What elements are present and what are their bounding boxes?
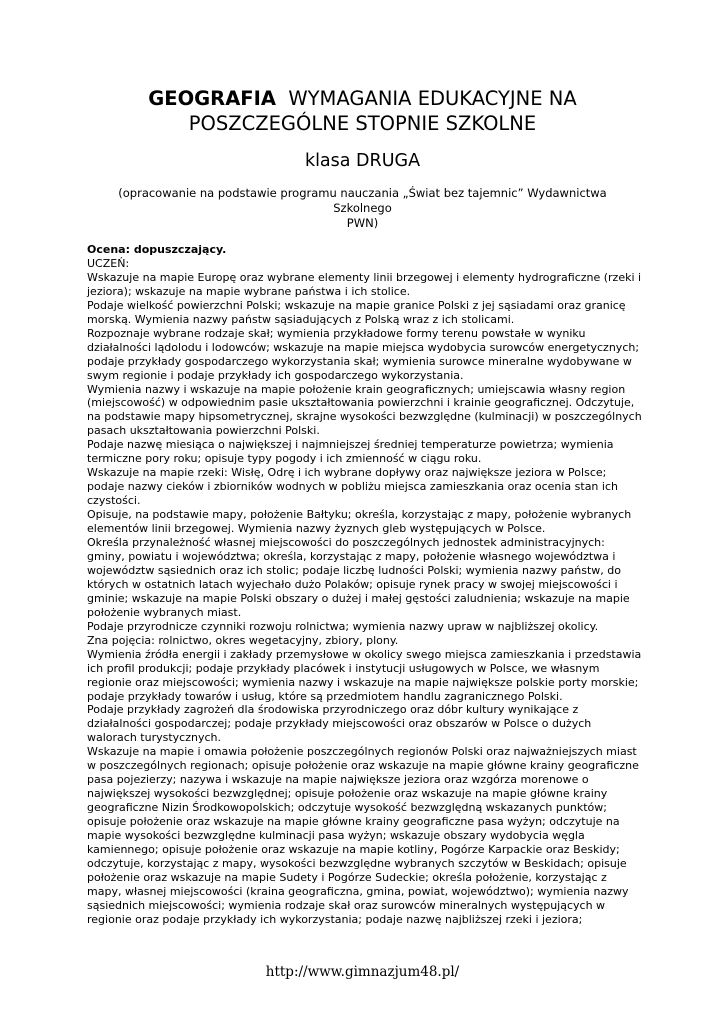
body-line: Podaje wielkość powierzchni Polski; wskazuje na mapie granice Polski z jej sąsiadami oraz granicę bbox=[87, 298, 626, 312]
body-line: podaje nazwy cieków i zbiorników wodnych w pobliżu miejsca zamieszkania oraz ocenia stan ich bbox=[87, 480, 618, 494]
body-line: termiczne pory roku; opisuje typy pogody i ich zmienność w ciągu roku. bbox=[87, 452, 482, 466]
body-line: podaje przykłady gospodarczego wykorzystania skał; wymienia surowce mineralne wydobywane w bbox=[87, 354, 632, 368]
grade-heading: Ocena: dopuszczający. bbox=[87, 243, 227, 256]
body-line: swym regionie i podaje przykłady ich gospodarczego wykorzystania. bbox=[87, 368, 464, 382]
body-line: Określa przynależność własnej miejscowości do poszczególnych jednostek administracyjnych: bbox=[87, 536, 605, 550]
body-line: opisuje położenie oraz wskazuje na mapie główne krainy geograficzne pasa wyżyn; odczytuje na bbox=[87, 815, 620, 829]
body-line: Wymienia źródła energii i zakłady przemysłowe w okolicy swego miejsca zamieszkania i przedstawia bbox=[87, 647, 642, 661]
body-line: ich profil produkcji; podaje przykłady placówek i instytucji usługowych w Polsce, we własnym bbox=[87, 661, 600, 675]
title-line-2: POSZCZEGÓLNE STOPNIE SZKOLNE bbox=[188, 112, 537, 135]
title-subject: GEOGRAFIA bbox=[148, 87, 276, 110]
body-line: mapy, własnej miejscowości (kraina geograficzna, gmina, powiat, województwo); wymienia nazwy bbox=[87, 884, 629, 898]
body-line: pasa pojezierzy; nazywa i wskazuje na mapie największe jeziora oraz wzgórza morenowe o bbox=[87, 773, 589, 787]
body-line: walorach turystycznych. bbox=[87, 731, 221, 745]
body-line: (miejscowość) w odpowiednim pasie ukształtowania powierzchni i krainie geograficznej. Odczytuje, bbox=[87, 396, 635, 410]
body-line: w poszczególnych regionach; opisuje położenie oraz wskazuje na mapie główne krainy geograficzne bbox=[87, 759, 639, 773]
body-line: jeziora); wskazuje na mapie wybrane państwa i ich stolice. bbox=[87, 284, 411, 298]
body-line: mapie wysokości bezwzględne kulminacji pasa wyżyn; wskazuje obszary wydobycia węgla bbox=[87, 829, 585, 843]
body-line: regionie oraz miejscowości; wymienia nazwy i wskazuje na mapie największe polskie porty morskie; bbox=[87, 675, 639, 689]
footer-url[interactable]: http://www.gimnazjum48.pl/ bbox=[265, 964, 460, 980]
source-note-line-1: (opracowanie na podstawie programu nauczania „Świat bez tajemnic” Wydawnictwa Szkolnego bbox=[118, 186, 607, 215]
body-line: pasach ukształtowania powierzchni Polski. bbox=[87, 424, 320, 438]
body-line: Rozpoznaje wybrane rodzaje skał; wymienia przykładowe formy terenu powstałe w wyniku bbox=[87, 326, 586, 340]
body-line: elementów linii brzegowej. Wymienia nazwy żyznych gleb występujących w Polsce. bbox=[87, 522, 546, 536]
source-note-line-2: PWN) bbox=[346, 216, 379, 230]
body-line: Podaje nazwę miesiąca o największej i najmniejszej średniej temperaturze powietrza; wymienia bbox=[87, 438, 614, 452]
body-line: morską. Wymienia nazwy państw sąsiadujących z Polską wraz z ich stolicami. bbox=[87, 312, 515, 326]
body-line: gminie; wskazuje na mapie Polski obszary o dużej i małej gęstości zaludnienia; wskazuje na mapie bbox=[87, 591, 630, 605]
body-line: których w ostatnich latach wyjechało dużo Polaków; opisuje rynek pracy w swojej miejscowości i bbox=[87, 577, 618, 591]
body-line: regionie oraz podaje przykłady ich wykorzystania; podaje nazwę najbliższej rzeki i jeziora; bbox=[87, 912, 583, 926]
title-heading: WYMAGANIA EDUKACYJNE NA bbox=[288, 87, 577, 110]
body-line: województw sąsiednich oraz ich stolic; podaje liczbę ludności Polski; wymienia nazwy państw, do bbox=[87, 563, 621, 577]
body-line: największej wysokości bezwzględnej; opisuje położenie oraz wskazuje na mapie główne krainy bbox=[87, 787, 608, 801]
body-line: Wskazuje na mapie rzeki: Wisłę, Odrę i ich wybrane dopływy oraz największe jeziora w Polsce; bbox=[87, 466, 607, 480]
requirements-text bbox=[87, 243, 647, 927]
body-line: Opisuje, na podstawie mapy, położenie Bałtyku; określa, korzystając z mapy, położenie wybranych bbox=[87, 508, 632, 522]
body-line: czystości. bbox=[87, 494, 141, 508]
body-line: położenie oraz wskazuje na mapie Sudety i Pogórze Sudeckie; określa położenie, korzystając z bbox=[87, 870, 607, 884]
body-line: sąsiednich miejscowości; wymienia rodzaje skał oraz surowców mineralnych występujących w bbox=[87, 898, 606, 912]
body-line: podaje przykłady towarów i usług, które są przedmiotem handlu zagranicznego Polski. bbox=[87, 689, 563, 703]
body-line: Wskazuje na mapie Europę oraz wybrane elementy linii brzegowej i elementy hydrograficzne (rzeki i bbox=[87, 270, 642, 284]
body-line: gminy, powiatu i województwa; określa, korzystając z mapy, położenie własnego województwa i bbox=[87, 549, 616, 563]
body-line: geograficzne Nizin Środkowopolskich; odczytuje wysokość bezwzględną wskazanych punktów; bbox=[87, 801, 607, 815]
body-line: Podaje przyrodnicze czynniki rozwoju rolnictwa; wymienia nazwy upraw w najbliższej okolicy. bbox=[87, 619, 599, 633]
body-line: Wskazuje na mapie i omawia położenie poszczególnych regionów Polski oraz najważniejszych miast bbox=[87, 745, 637, 759]
class-subtitle: klasa DRUGA bbox=[304, 151, 421, 171]
body-line: kamiennego; opisuje położenie oraz wskazuje na mapie kotliny, Pogórze Karpackie oraz Beskidy; bbox=[87, 842, 620, 856]
source-note bbox=[90, 186, 635, 231]
body-line: położenie wybranych miast. bbox=[87, 605, 242, 619]
body-line: działalności gospodarczej; podaje przykłady miejscowości oraz obszarów w Polsce o dużych bbox=[87, 717, 592, 731]
body-line: na podstawie mapy hipsometrycznej, skrajne wysokości bezwzględne (kulminacji) w poszczególnych bbox=[87, 410, 642, 424]
body-line: odczytuje, korzystając z mapy, wysokości bezwzględne wybranych szczytów w Beskidach; opisuje bbox=[87, 856, 627, 870]
title-line-1 bbox=[60, 86, 665, 111]
body-line: UCZEŃ: bbox=[87, 256, 130, 270]
document-title bbox=[60, 86, 665, 136]
body-line: Wymienia nazwy i wskazuje na mapie położenie krain geograficznych; umiejscawia własny region bbox=[87, 382, 626, 396]
body-line: Zna pojęcia: rolnictwo, okres wegetacyjny, zbiory, plony. bbox=[87, 633, 399, 647]
body-line: Podaje przykłady zagrożeń dla środowiska przyrodniczego oraz dóbr kultury wynikające z bbox=[87, 703, 579, 717]
body-line: działalności lądolodu i lodowców; wskazuje na mapie miejsca wydobycia surowców energetycznych; bbox=[87, 340, 640, 354]
